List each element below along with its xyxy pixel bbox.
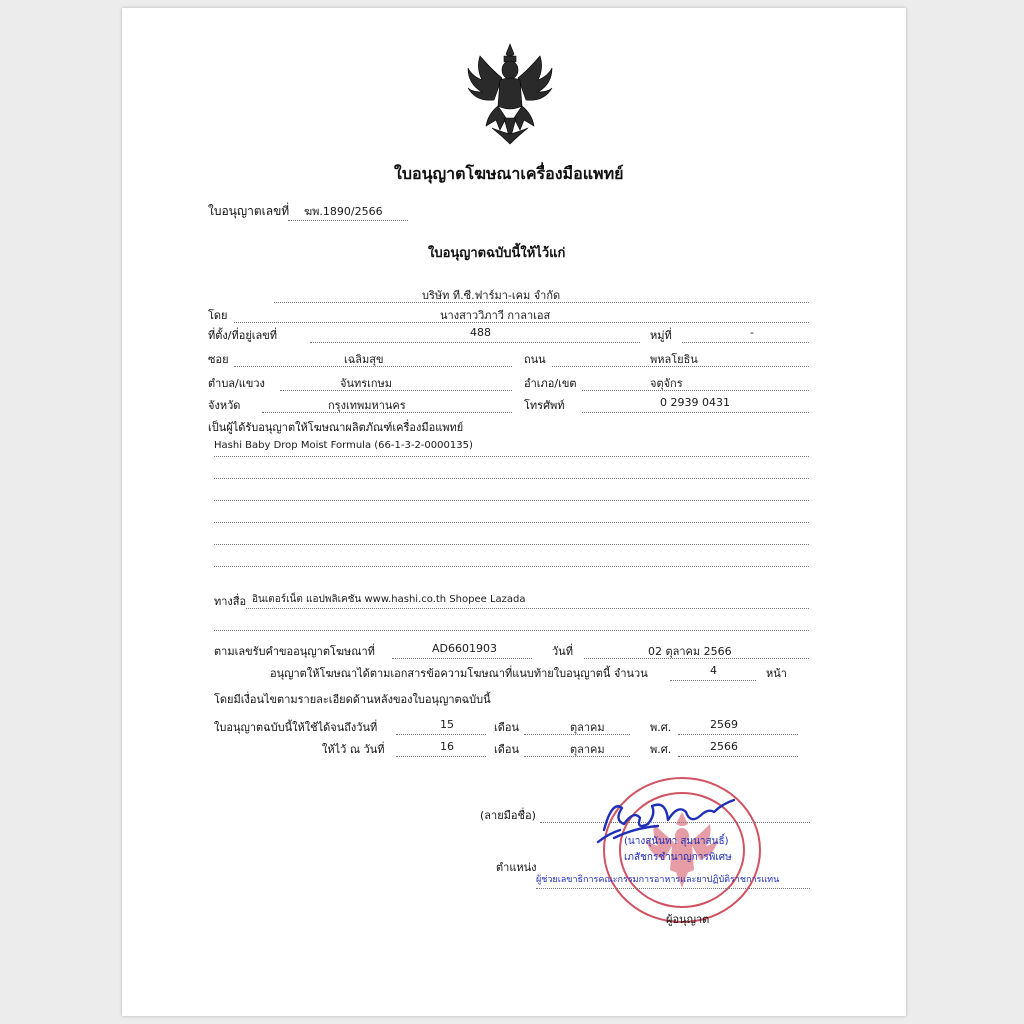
signature-label: (ลายมือชื่อ): [480, 809, 536, 822]
subdistrict-label: ตำบล/แขวง: [208, 377, 265, 390]
signer-name: (นางสุนันทา สุมนาสนธิ์): [624, 836, 729, 847]
address-no-value: 488: [470, 326, 491, 339]
issued-month-label: เดือน: [494, 743, 520, 756]
media-value: อินเตอร์เน็ต แอปพลิเคชัน www.hashi.co.th Shopee Lazada: [252, 594, 526, 605]
valid-month: ตุลาคม: [570, 721, 605, 734]
valid-year: 2569: [710, 718, 738, 731]
request-date-label: วันที่: [552, 645, 573, 658]
soi-label: ซอย: [208, 353, 229, 366]
phone-label: โทรศัพท์: [524, 399, 565, 412]
position-label: ตำแหน่ง: [496, 861, 537, 874]
by-value: นางสาววิภาวี กาลาเอส: [440, 309, 551, 322]
request-label: ตามเลขรับคำขออนุญาตโฆษณาที่: [214, 645, 375, 658]
product-name: Hashi Baby Drop Moist Formula (66-1-3-2-0000135): [214, 440, 473, 451]
issued-day: 16: [440, 740, 454, 753]
issued-year-label: พ.ศ.: [650, 743, 672, 756]
issued-label: ให้ไว้ ณ วันที่: [322, 743, 385, 756]
request-number: AD6601903: [432, 642, 497, 655]
issued-month: ตุลาคม: [570, 743, 605, 756]
product-intro: เป็นผู้ได้รับอนุญาตให้โฆษณาผลิตภัณฑ์เครื่องมือแพทย์: [208, 421, 464, 434]
request-date-value: 02 ตุลาคม 2566: [648, 645, 732, 658]
license-no-value: ฆพ.1890/2566: [304, 205, 383, 218]
valid-month-label: เดือน: [494, 721, 520, 734]
district-value: จตุจักร: [650, 377, 683, 390]
pages-text: อนุญาตให้โฆษณาได้ตามเอกสารข้อความโฆษณาที่แนบท้ายใบอนุญาตนี้ จำนวน: [270, 667, 648, 680]
by-label: โดย: [208, 309, 228, 322]
road-label: ถนน: [524, 353, 546, 366]
road-value: พหลโยธิน: [650, 353, 698, 366]
district-label: อำเภอ/เขต: [524, 377, 577, 390]
address-no-label: ที่ตั้ง/ที่อยู่เลขที่: [208, 329, 278, 342]
license-document: [122, 8, 906, 1016]
province-label: จังหวัด: [208, 399, 241, 412]
subdistrict-value: จันทรเกษม: [340, 377, 393, 390]
license-no-label: ใบอนุญาตเลขที่: [208, 204, 290, 218]
province-value: กรุงเทพมหานคร: [328, 399, 406, 412]
phone-value: 0 2939 0431: [660, 396, 730, 409]
pages-value: 4: [710, 664, 717, 677]
issued-year: 2566: [710, 740, 738, 753]
signer-title: เภสัชกรชำนาญการพิเศษ: [624, 852, 732, 863]
valid-until-label: ใบอนุญาตฉบับนี้ให้ใช้ได้จนถึงวันที่: [214, 721, 378, 734]
document-title: ใบอนุญาตโฆษณาเครื่องมือแพทย์: [394, 164, 624, 183]
pages-unit: หน้า: [766, 667, 787, 680]
valid-day: 15: [440, 718, 454, 731]
soi-value: เฉลิมสุข: [344, 353, 384, 366]
garuda-emblem-icon: [462, 40, 558, 148]
moo-value: -: [750, 326, 754, 339]
granted-to-heading: ใบอนุญาตฉบับนี้ให้ไว้แก่: [428, 246, 566, 261]
moo-label: หมู่ที่: [650, 329, 672, 342]
media-label: ทางสื่อ: [214, 595, 247, 608]
company-name: บริษัท ที.ซี.ฟาร์มา-เคม จำกัด: [422, 289, 561, 302]
position-value: ผู้ช่วยเลขาธิการคณะกรรมการอาหารและยาปฏิบัติราชการแทน: [536, 875, 780, 885]
valid-year-label: พ.ศ.: [650, 721, 672, 734]
authority-label: ผู้อนุญาต: [666, 913, 710, 926]
conditions-text: โดยมีเงื่อนไขตามรายละเอียดด้านหลังของใบอนุญาตฉบับนี้: [214, 693, 491, 706]
